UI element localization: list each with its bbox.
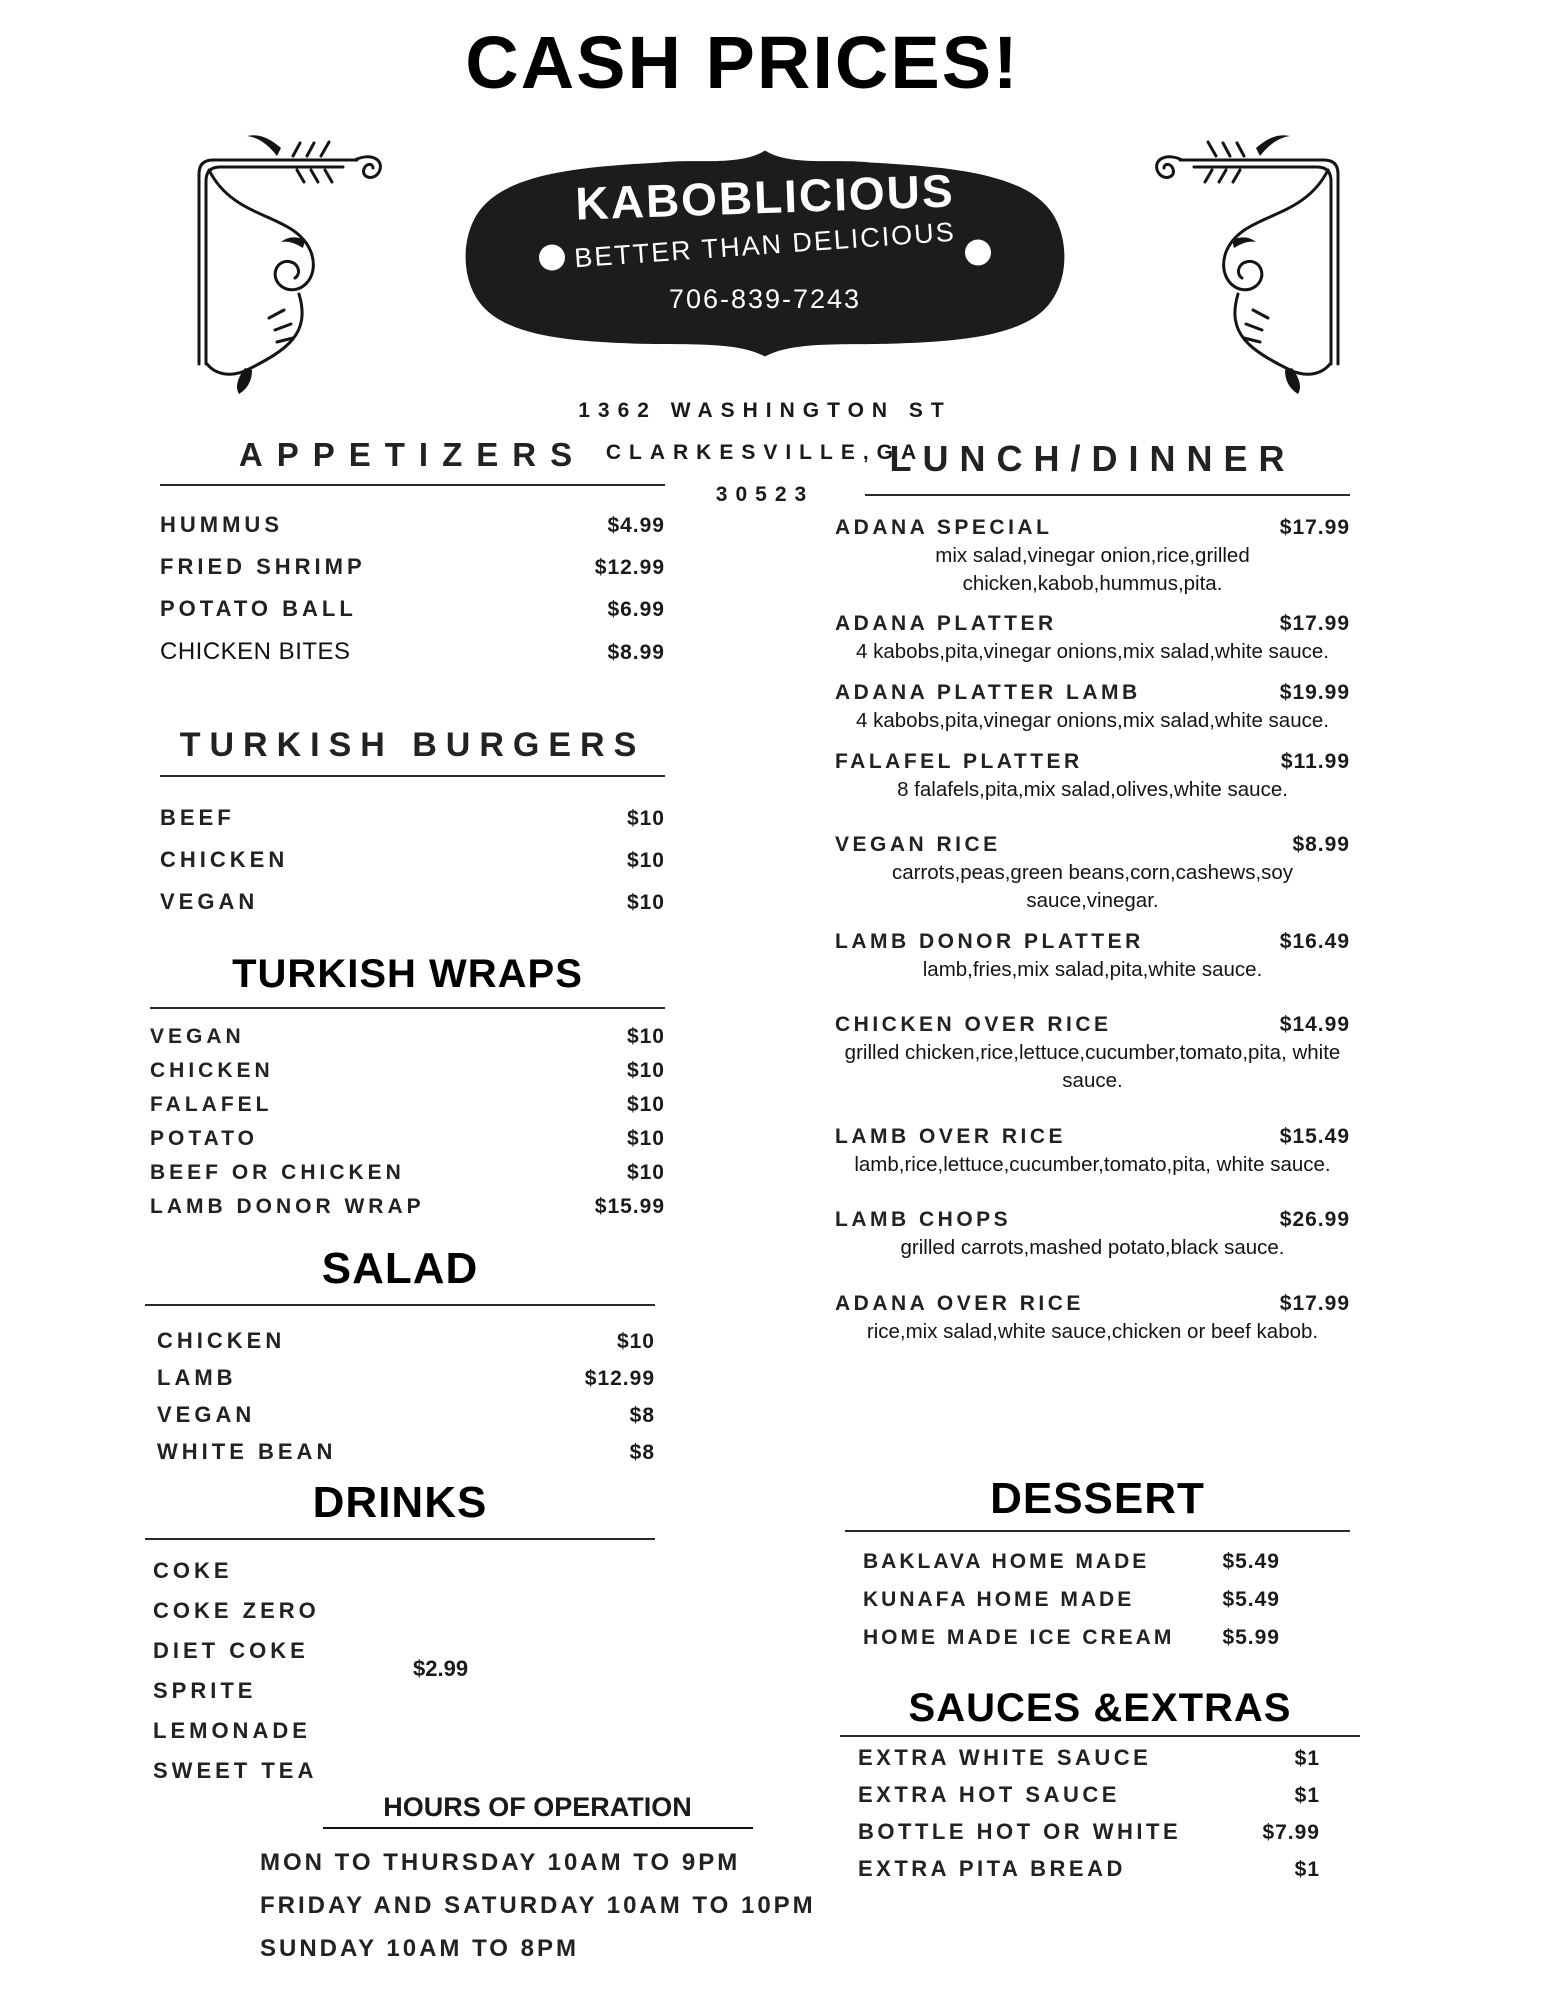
drinks-shared-price: $2.99: [413, 1656, 469, 1681]
section-title-turkish-burgers: TURKISH BURGERS: [179, 726, 646, 764]
item-price: $5.49: [1222, 1550, 1280, 1573]
menu-item-row: [153, 1558, 655, 1598]
section-lunch-dinner: [835, 438, 1350, 1346]
section-title-lunch-dinner: LUNCH/DINNER: [889, 438, 1296, 479]
menu-item-row: [153, 1678, 655, 1718]
item-price: $17.99: [1279, 1292, 1350, 1316]
item-price: $10: [626, 1025, 665, 1048]
item-price: $10: [626, 849, 665, 872]
item-price: $1: [1294, 1784, 1320, 1807]
item-name: EXTRA HOT SAUCE: [858, 1782, 1120, 1807]
item-name: BEEF: [160, 805, 235, 830]
item-name: LAMB OVER RICE: [835, 1124, 1067, 1148]
menu-item: [835, 612, 1350, 666]
menu-item: [835, 1125, 1350, 1179]
item-price: $14.99: [1279, 1013, 1350, 1037]
item-price: $8.99: [607, 641, 665, 664]
item-price: $26.99: [1279, 1208, 1350, 1232]
brand-phone: 706-839-7243: [668, 284, 862, 314]
section-title-salad: SALAD: [321, 1244, 479, 1293]
address-line-3: 30523: [715, 483, 815, 506]
menu-item: [835, 1013, 1350, 1094]
menu-item-row: [160, 512, 665, 554]
item-price: $10: [626, 1093, 665, 1116]
item-name: FRIED SHRIMP: [160, 554, 366, 579]
hours-title: HOURS OF OPERATION: [323, 1792, 753, 1829]
item-name: SWEET TEA: [153, 1758, 318, 1783]
hours-of-operation: [250, 1792, 825, 1970]
section-appetizers: [160, 436, 665, 680]
item-price: $8.99: [1292, 833, 1350, 857]
section-divider: [160, 775, 665, 777]
menu-item-row: [153, 1598, 655, 1638]
item-name: COKE: [153, 1558, 233, 1583]
menu-item-row: [863, 1550, 1350, 1588]
item-description: lamb,fries,mix salad,pita,white sauce.: [922, 957, 1263, 981]
menu-item: [835, 1292, 1350, 1346]
menu-item-row: [160, 554, 665, 596]
item-name: LAMB: [157, 1365, 237, 1390]
item-description: 8 falafels,pita,mix salad,olives,white sauce.: [897, 777, 1288, 801]
item-name: DIET COKE: [153, 1638, 309, 1663]
item-name: CHICKEN: [150, 1059, 274, 1082]
menu-item-row: [160, 889, 665, 931]
section-divider: [145, 1538, 655, 1540]
item-price: $17.99: [1279, 612, 1350, 636]
item-name: ADANA PLATTER LAMB: [835, 681, 1141, 705]
item-name: SPRITE: [153, 1678, 257, 1703]
section-divider: [840, 1735, 1360, 1737]
menu-item-row: [157, 1365, 655, 1402]
item-description: 4 kabobs,pita,vinegar onions,mix salad,white sauce.: [856, 640, 1329, 664]
menu-item-row: [150, 1025, 665, 1059]
address-line-1: 1362 WASHINGTON ST: [578, 399, 952, 422]
item-name: CHICKEN BITES: [160, 638, 351, 665]
page-title: CASH PRICES!: [465, 21, 1020, 104]
section-dessert: [845, 1474, 1350, 1664]
item-name: COKE ZERO: [153, 1598, 320, 1623]
item-price: $5.49: [1222, 1588, 1280, 1611]
item-description: lamb,rice,lettuce,cucumber,tomato,pita, white sauce.: [854, 1152, 1331, 1176]
menu-item: [835, 681, 1350, 735]
item-name: POTATO: [150, 1127, 258, 1150]
item-price: $17.99: [1279, 516, 1350, 539]
item-description: grilled chicken,rice,lettuce,cucumber,tomato,pita, white sauce.: [844, 1041, 1341, 1093]
menu-item: [835, 750, 1350, 804]
brand-name: KABOBLICIOUS: [574, 164, 956, 230]
item-name: ADANA SPECIAL: [835, 516, 1053, 539]
menu-item-row: [160, 805, 665, 847]
menu-item-row: [150, 1127, 665, 1161]
item-name: CHICKEN: [160, 847, 289, 872]
menu-item: [835, 930, 1350, 984]
section-divider: [160, 484, 665, 486]
item-price: $12.99: [594, 556, 665, 579]
corner-flourish-icon: [1142, 112, 1347, 397]
item-price: $6.99: [607, 598, 665, 621]
item-price: $8: [629, 1441, 655, 1464]
item-price: $16.49: [1279, 929, 1350, 953]
menu-item-row: [863, 1626, 1350, 1664]
item-name: KUNAFA HOME MADE: [863, 1588, 1135, 1611]
item-name: HUMMUS: [160, 512, 283, 537]
item-description: 4 kabobs,pita,vinegar onions,mix salad,white sauce.: [856, 709, 1329, 733]
item-name: CHICKEN OVER RICE: [835, 1013, 1112, 1037]
menu-item-row: [150, 1195, 665, 1229]
item-price: $10: [626, 1059, 665, 1082]
item-price: $11.99: [1280, 749, 1350, 773]
item-price: $4.99: [607, 514, 665, 537]
item-name: BEEF OR CHICKEN: [150, 1161, 405, 1184]
hours-line: MON TO THURSDAY 10AM TO 9PM: [260, 1849, 741, 1876]
section-title-dessert: DESSERT: [990, 1474, 1205, 1523]
menu-item-row: [160, 638, 665, 680]
item-price: $1: [1294, 1747, 1320, 1770]
item-price: $19.99: [1279, 681, 1350, 705]
item-name: EXTRA PITA BREAD: [858, 1856, 1126, 1881]
section-title-appetizers: APPETIZERS: [238, 436, 587, 473]
menu-item-row: [858, 1856, 1360, 1893]
section-turkish-wraps: [150, 952, 665, 1229]
item-name: EXTRA WHITE SAUCE: [858, 1745, 1152, 1770]
menu-item-row: [858, 1745, 1360, 1782]
corner-flourish-icon: [190, 112, 395, 397]
item-price: $10: [616, 1330, 655, 1353]
hours-line: FRIDAY AND SATURDAY 10AM TO 10PM: [260, 1892, 816, 1919]
item-name: LAMB DONOR PLATTER: [835, 929, 1144, 953]
address-line-2: CLARKESVILLE,GA: [605, 441, 925, 464]
item-description: mix salad,vinegar onion,rice,grilled chicken,kabob,hummus,pita.: [935, 544, 1250, 595]
menu-item-row: [150, 1059, 665, 1093]
item-name: FALAFEL PLATTER: [835, 749, 1083, 773]
item-name: BAKLAVA HOME MADE: [863, 1550, 1150, 1573]
menu-item: [835, 1208, 1350, 1262]
menu-item: [835, 516, 1350, 597]
hours-line: SUNDAY 10AM TO 8PM: [260, 1935, 579, 1962]
section-title-drinks: DRINKS: [312, 1478, 488, 1527]
menu-item-row: [157, 1328, 655, 1365]
item-name: VEGAN: [157, 1402, 256, 1427]
item-name: WHITE BEAN: [157, 1439, 337, 1464]
item-price: $15.49: [1279, 1124, 1350, 1148]
section-divider: [865, 494, 1350, 496]
item-price: $1: [1294, 1858, 1320, 1881]
item-price: $10: [626, 1127, 665, 1150]
section-turkish-burgers: [160, 726, 665, 931]
item-name: LAMB CHOPS: [835, 1208, 1012, 1232]
item-name: ADANA OVER RICE: [835, 1292, 1084, 1316]
item-name: VEGAN RICE: [835, 833, 1001, 857]
menu-item-row: [150, 1161, 665, 1195]
item-name: LEMONADE: [153, 1718, 311, 1743]
menu-item: [835, 833, 1350, 914]
item-name: VEGAN: [160, 889, 259, 914]
section-title-sauces-extras: SAUCES &EXTRAS: [908, 1686, 1292, 1730]
section-drinks: [145, 1478, 655, 1798]
item-name: POTATO BALL: [160, 596, 357, 621]
menu-item-row: [858, 1782, 1360, 1819]
section-sauces-extras: [840, 1686, 1360, 1893]
menu-item-row: [157, 1402, 655, 1439]
menu-item-row: [160, 596, 665, 638]
menu-item-row: [153, 1718, 655, 1758]
item-description: rice,mix salad,white sauce,chicken or beef kabob.: [866, 1320, 1319, 1344]
item-name: HOME MADE ICE CREAM: [863, 1626, 1175, 1649]
item-name: FALAFEL: [150, 1093, 273, 1116]
menu-item-row: [863, 1588, 1350, 1626]
item-name: LAMB DONOR WRAP: [150, 1195, 425, 1218]
item-price: $10: [626, 1161, 665, 1184]
section-title-turkish-wraps: TURKISH WRAPS: [232, 952, 583, 996]
menu-item-row: [150, 1093, 665, 1127]
item-price: $7.99: [1262, 1821, 1320, 1844]
item-description: carrots,peas,green beans,corn,cashews,soy sauce,vinegar.: [891, 861, 1294, 913]
item-name: ADANA PLATTER: [835, 612, 1057, 636]
item-price: $8: [629, 1404, 655, 1427]
section-divider: [145, 1304, 655, 1306]
item-price: $5.99: [1222, 1626, 1280, 1649]
brand-plaque: [455, 142, 1075, 367]
menu-item-row: [157, 1439, 655, 1476]
brand-tagline: BETTER THAN DELICIOUS: [573, 216, 957, 274]
item-name: CHICKEN: [157, 1328, 286, 1353]
menu-item-row: [160, 847, 665, 889]
item-price: $12.99: [584, 1367, 655, 1390]
section-divider: [150, 1007, 665, 1009]
item-name: BOTTLE HOT OR WHITE: [858, 1819, 1182, 1844]
item-price: $10: [626, 807, 665, 830]
section-salad: [145, 1244, 655, 1476]
item-price: $15.99: [594, 1195, 665, 1218]
item-price: $10: [626, 891, 665, 914]
item-name: VEGAN: [150, 1025, 245, 1048]
menu-item-row: [153, 1638, 655, 1678]
item-description: grilled carrots,mashed potato,black sauce.: [900, 1236, 1285, 1260]
section-divider: [845, 1530, 1350, 1532]
menu-item-row: [858, 1819, 1360, 1856]
